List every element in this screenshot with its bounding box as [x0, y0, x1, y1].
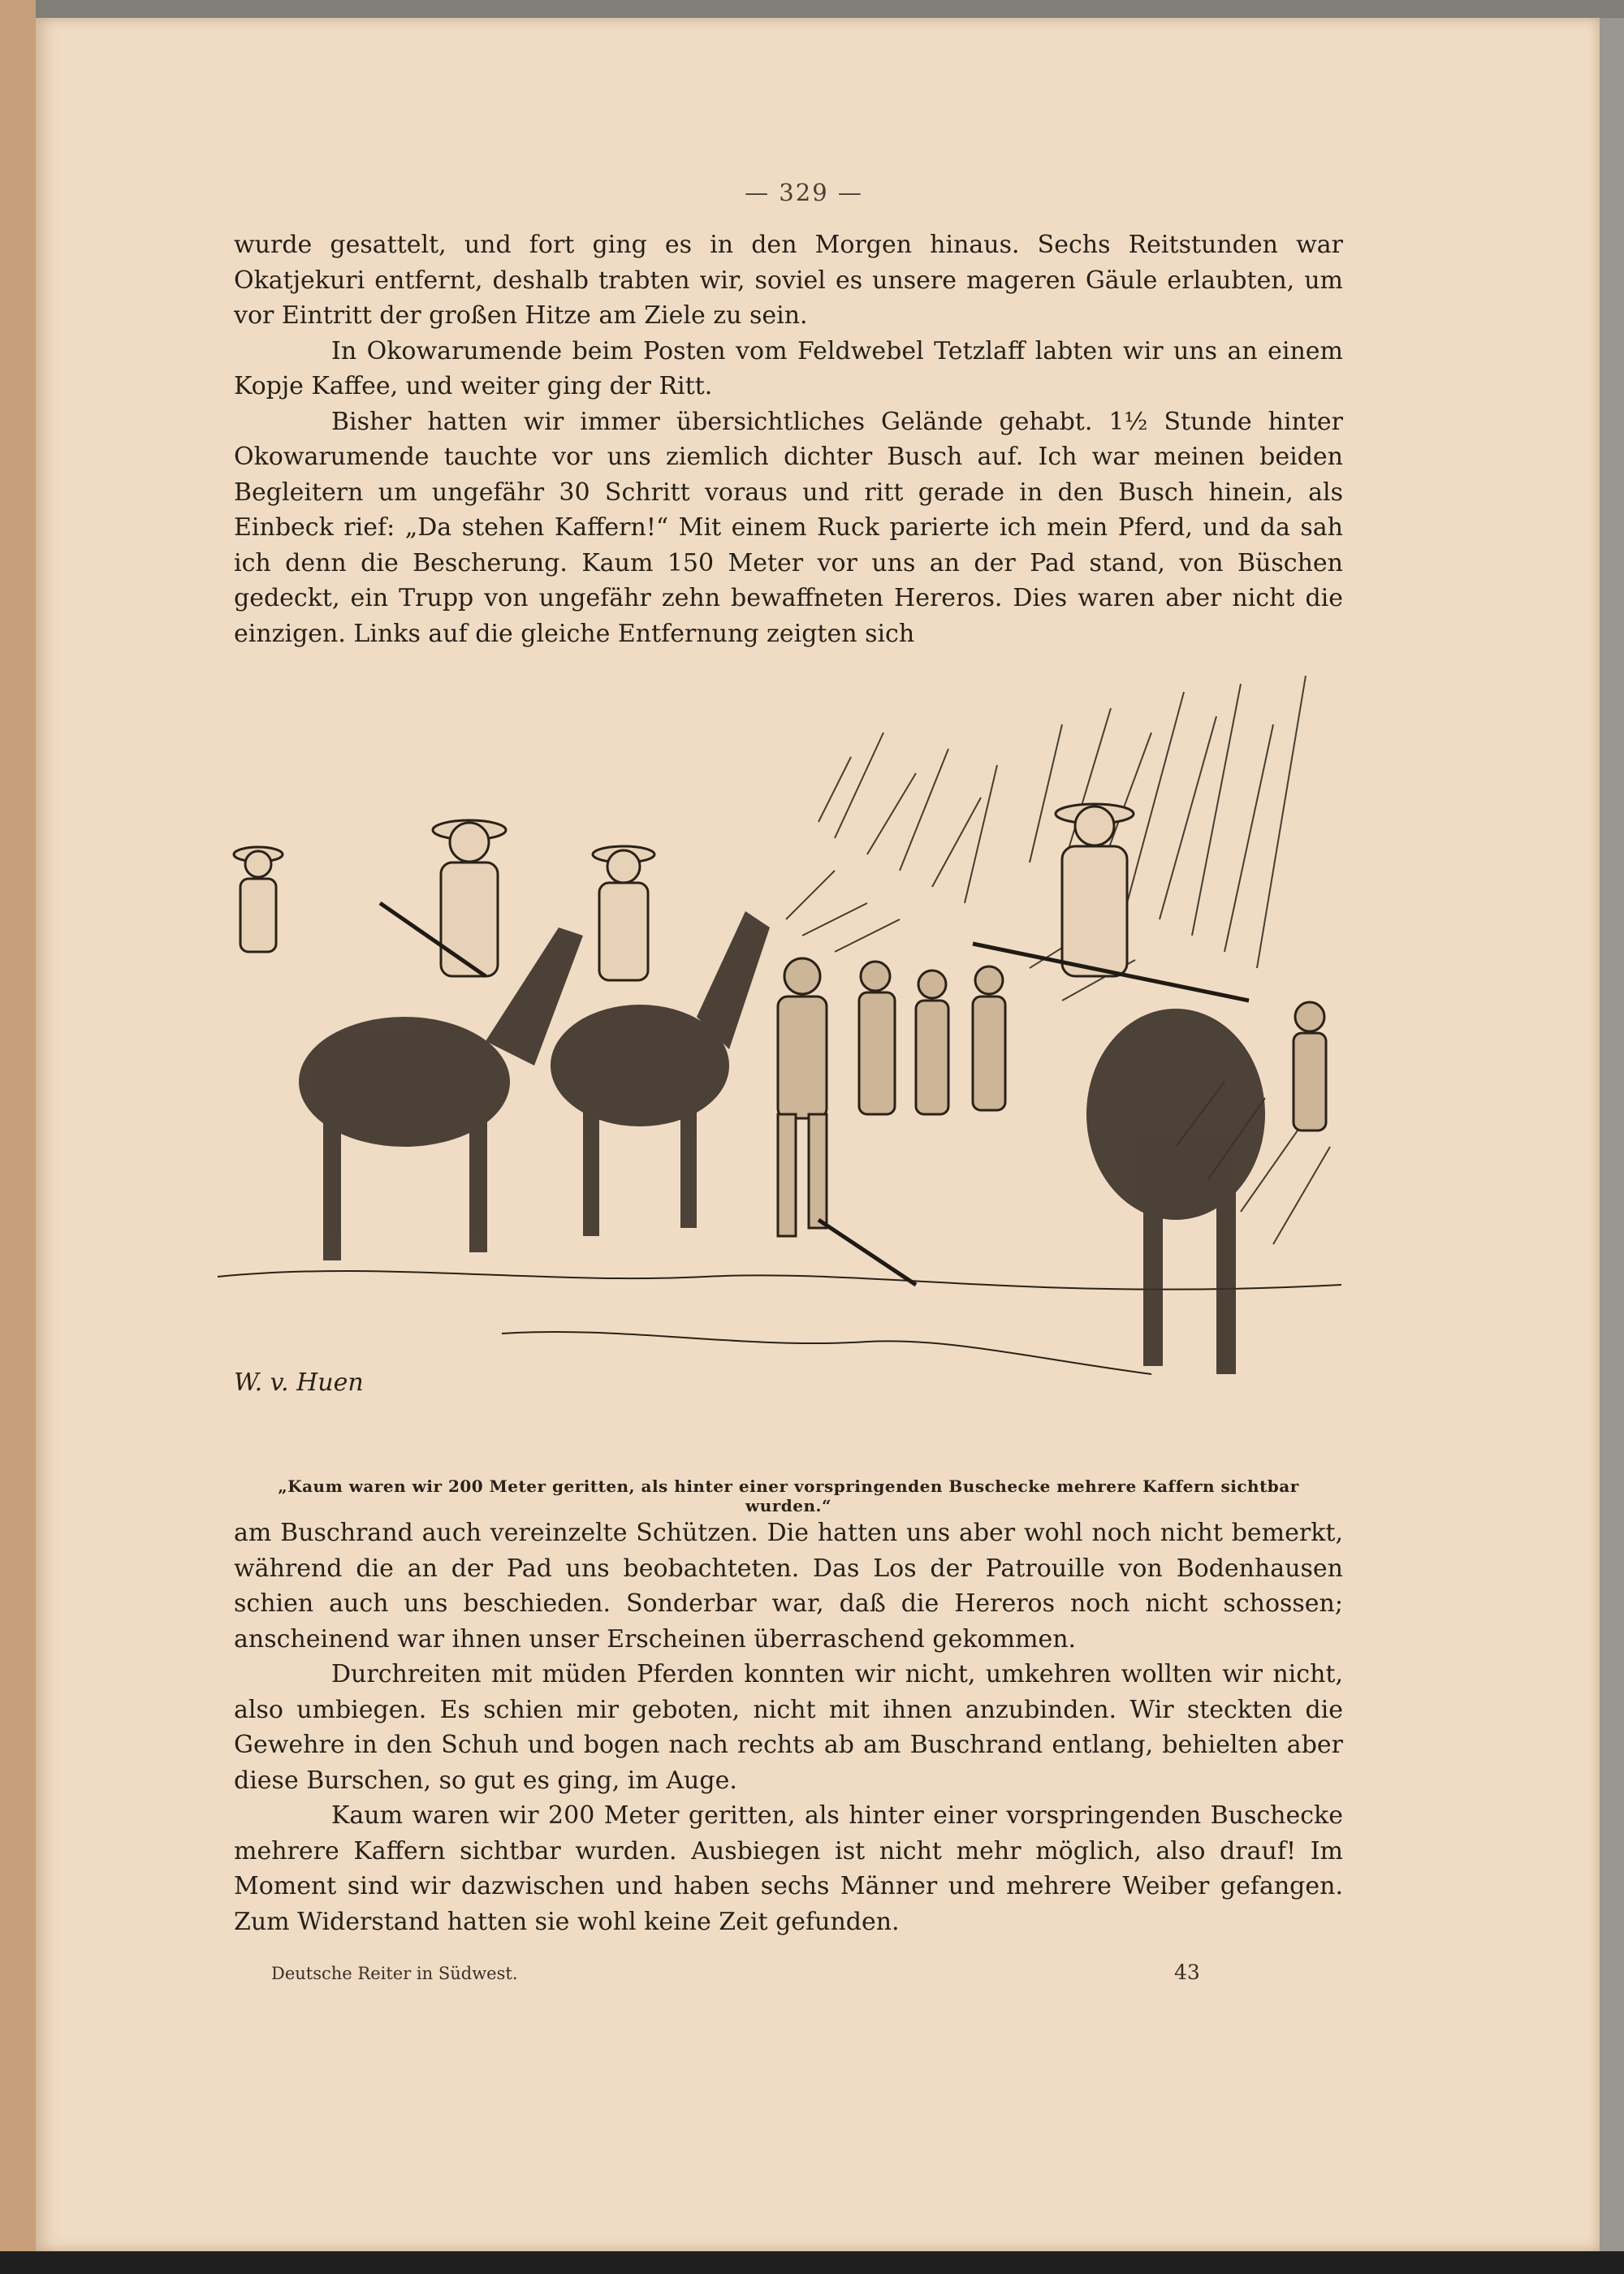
page-number: — 329 —: [745, 179, 863, 206]
footer-book-title: Deutsche Reiter in Südwest.: [271, 1964, 518, 1983]
paragraph: Kaum waren wir 200 Meter geritten, als hinter einer vorspringenden Buschecke mehrere Kaffern sichtbar wurden. Ausbiegen ist nicht mehr möglich, also drauf! Im Moment sind wir dazwischen und haben sechs Männer und mehrere Weiber gefangen. Zum Widerstand hatten sie wohl keine Zeit gefunden.: [234, 1801, 1343, 1936]
paragraph: am Buschrand auch vereinzelte Schützen. Die hatten uns aber wohl noch nicht bemerkt, während die an der Pad uns beobachteten. Das Los der Patrouille von Bodenhausen schien auch uns beschieden. Sonderbar war, daß die Hereros noch nicht schossen; anscheinend war ihnen unser Erscheinen überraschend gekommen.: [234, 1519, 1343, 1654]
footer-signature-mark: 43: [1174, 1961, 1200, 1984]
illustration-caption: „Kaum waren wir 200 Meter geritten, als hinter einer vorspringenden Buschecke mehrere Kaffern sichtbar wurden.“: [278, 1476, 1299, 1515]
binding-left-edge: [0, 0, 36, 2274]
artist-signature: W. v. Huen: [234, 1368, 364, 1397]
text-block-top: [234, 227, 1343, 651]
paragraph: wurde gesattelt, und fort ging es in den Morgen hinaus. Sechs Reitstunden war Okatjekuri entfernt, deshalb trabten wir, soviel es unsere mageren Gäule erlaubten, um vor Eintritt der großen Hitze am Ziele zu sein.: [234, 231, 1343, 330]
paragraph: Bisher hatten wir immer übersichtliches Gelände gehabt. 1½ Stunde hinter Okowarumende tauchte vor uns ziemlich dichter Busch auf. Ich war meinen beiden Begleitern um ungefähr 30 Schritt voraus und ritt gerade in den Busch hinein, als Einbeck rief: „Da stehen Kaffern!“ Mit einem Ruck parierte ich mein Pferd, und da sah ich denn die Bescherung. Kaum 150 Meter vor uns an der Pad stand, von Büschen gedeckt, ein Trupp von ungefähr zehn bewaffneten Hereros. Dies waren aber nicht die einzigen. Links auf die gleiche Entfernung zeigten sich: [234, 407, 1343, 648]
paragraph: Durchreiten mit müden Pferden konnten wir nicht, umkehren wollten wir nicht, also umbiegen. Es schien mir geboten, nicht mit ihnen anzubinden. Wir steckten die Gewehre in den Schuh und bogen nach rechts ab am Buschrand entlang, behielten aber diese Burschen, so gut es ging, im Auge.: [234, 1660, 1343, 1795]
page-edge-bottom: [0, 2251, 1624, 2274]
page-edge-right: [1600, 18, 1624, 2251]
text-block-bottom: [234, 1515, 1343, 1939]
paragraph: In Okowarumende beim Posten vom Feldwebel Tetzlaff labten wir uns an einem Kopje Kaffee, und weiter ging der Ritt.: [234, 336, 1343, 400]
illustration-riders-in-bush: [218, 659, 1341, 1472]
